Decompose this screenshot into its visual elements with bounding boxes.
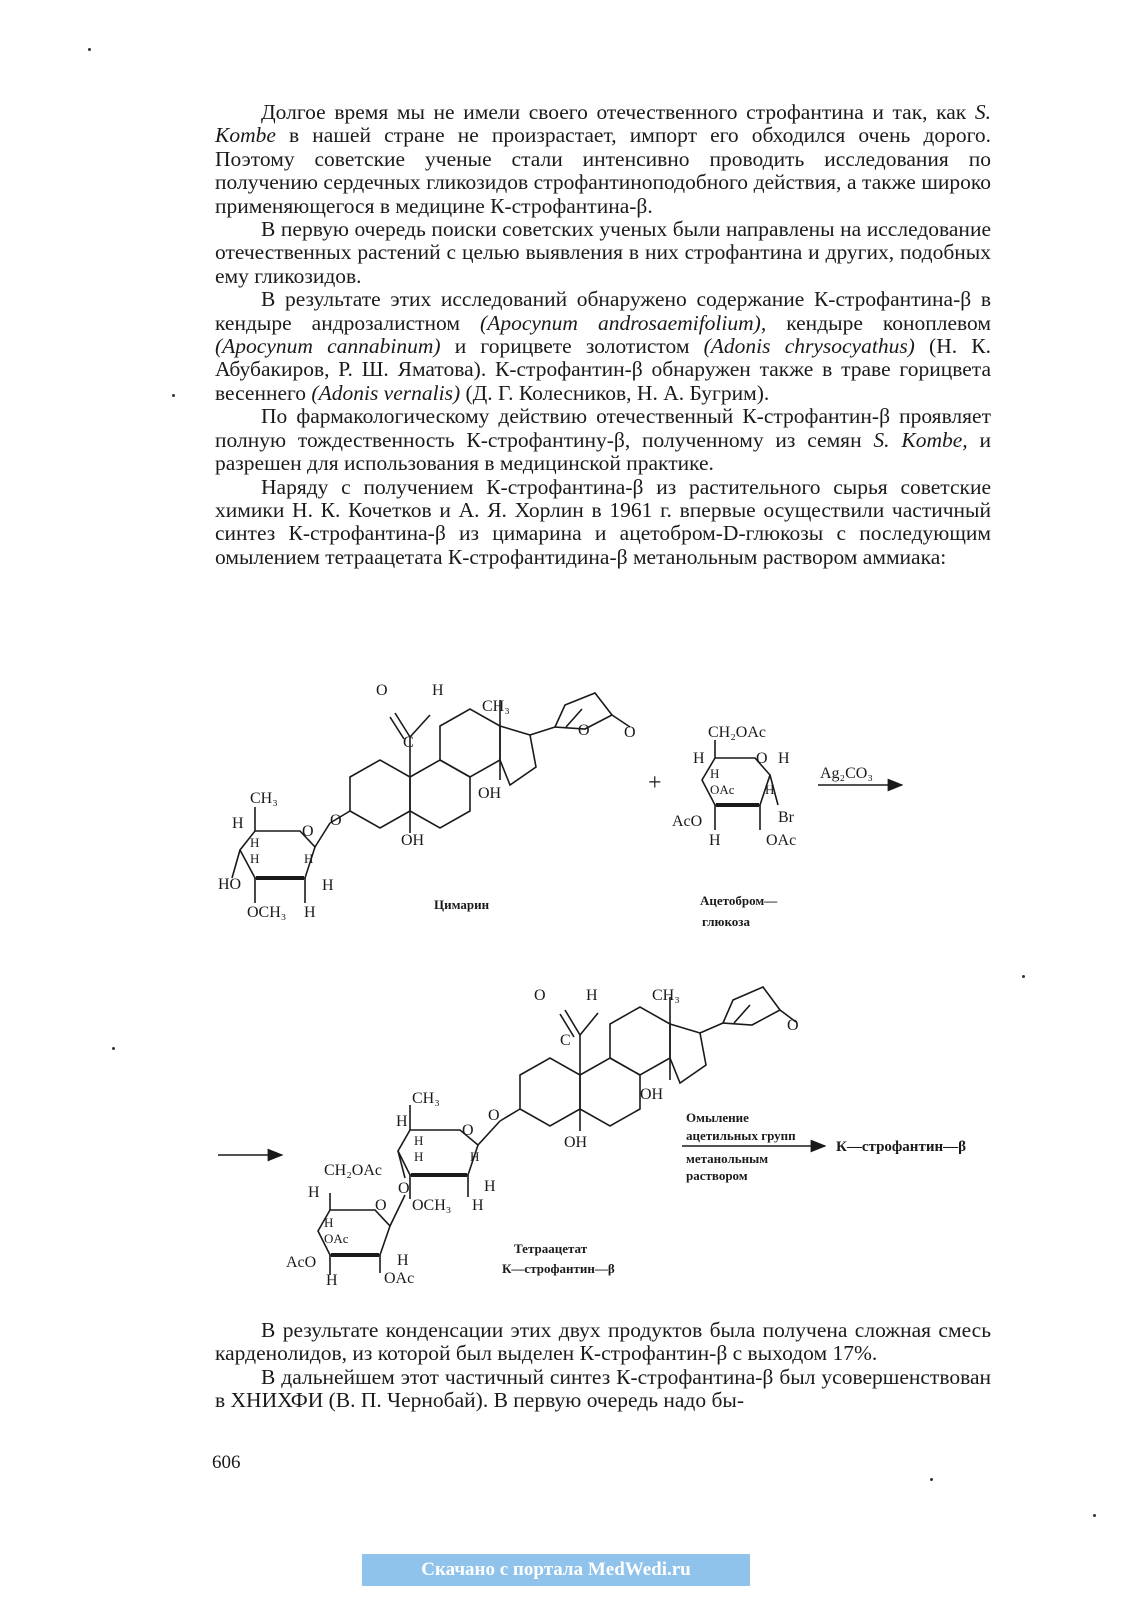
atom-label: OH xyxy=(478,785,502,802)
reagent-label: Ag₂CO₃ xyxy=(820,765,873,782)
atom-label: O xyxy=(787,1017,799,1034)
atom-label: OH xyxy=(564,1134,588,1151)
cymarin-steroid-skeleton xyxy=(330,693,630,833)
text-run: В результате этих исследований обнаружено содержание К-строфантина-β в кендыре андрозалистном xyxy=(215,287,991,335)
atom-label: H xyxy=(304,851,314,866)
acetobromoglucose-label-2: глюкоза xyxy=(702,914,751,929)
atom-label: H xyxy=(326,1272,338,1289)
scan-speck xyxy=(88,48,91,51)
atom-label: H xyxy=(484,1178,496,1195)
reaction-diagram xyxy=(200,675,1000,1305)
atom-label: AcO xyxy=(286,1254,317,1271)
atom-label: H xyxy=(709,832,721,849)
atom-label: Br xyxy=(778,809,794,826)
latin-name: (Adonis vernalis) xyxy=(311,380,461,405)
atom-label: H xyxy=(778,750,790,767)
atom-label: CH₂OAc xyxy=(708,724,767,741)
atom-label: HO xyxy=(218,876,242,893)
page-number: 606 xyxy=(212,1452,241,1473)
atom-label: CH₃ xyxy=(652,987,680,1004)
atom-label: H xyxy=(765,782,775,797)
atom-label: OCH₃ xyxy=(412,1197,452,1214)
atom-label: O xyxy=(534,987,546,1004)
atom-label: OH xyxy=(401,832,425,849)
scan-speck xyxy=(1022,975,1025,978)
atom-label: H xyxy=(693,750,705,767)
text-run: кендыре коноплевом xyxy=(766,310,991,335)
latin-name: (Apocynum androsaemifolium), xyxy=(480,310,767,335)
atom-label: CH₃ xyxy=(412,1090,440,1107)
product-label: К—строфантин—β xyxy=(836,1139,967,1155)
atom-label: O xyxy=(398,1180,410,1197)
atom-label: H xyxy=(414,1149,424,1164)
text-run: в нашей стране не произрастает, импорт его обходился очень дорого. Поэтому советские ученые стали интенсивно проводить исследования по получению сердечных гликозидов строфантиноподобного действия, а также широко применяющегося в медицине К-строфантина-β. xyxy=(215,123,991,218)
atom-label: H xyxy=(304,904,316,921)
atom-label: O xyxy=(462,1122,474,1139)
atom-label: CH₂OAc xyxy=(324,1162,383,1179)
paragraph xyxy=(215,1366,991,1413)
atom-label: H xyxy=(324,1215,334,1230)
atom-label: H xyxy=(232,815,244,832)
atom-label: C xyxy=(403,734,414,751)
plus-sign: + xyxy=(648,770,662,796)
atom-label: H xyxy=(470,1149,480,1164)
paragraph xyxy=(215,476,991,570)
acetobromoglucose-label-1: Ацетобром— xyxy=(700,893,778,908)
atom-label: OAc xyxy=(766,832,797,849)
atom-label: OAc xyxy=(710,782,735,797)
synthesis-scheme xyxy=(200,675,1000,1305)
text-run: В результате конденсации этих двух продуктов была получена сложная смесь карденолидов, из которой был выделен К-строфантин-β с выходом 17%. xyxy=(215,1318,991,1366)
atom-label: OAc xyxy=(384,1270,415,1287)
text-run: В первую очередь поиски советских ученых были направлены на исследование отечественных растений с целью выявления в них строфантина и других, подобных ему гликозидов. xyxy=(215,217,991,288)
atom-label: H xyxy=(250,851,260,866)
scan-speck xyxy=(172,394,175,397)
atom-label: H xyxy=(414,1133,424,1148)
atom-label: O xyxy=(624,724,636,741)
atom-label: CH₃ xyxy=(482,698,510,715)
atom-label: O xyxy=(756,750,768,767)
scan-speck xyxy=(112,1047,115,1050)
atom-label: O xyxy=(488,1107,500,1124)
atom-label: H xyxy=(397,1252,409,1269)
atom-label: H xyxy=(396,1113,408,1130)
atom-label: OCH₃ xyxy=(247,904,287,921)
tetraacetate-label-2: К—строфантин—β xyxy=(502,1261,615,1276)
cymarin-sugar-ring xyxy=(232,807,330,903)
atom-label: CH₃ xyxy=(250,790,278,807)
paragraph xyxy=(215,1319,991,1366)
tetraacetate-label-1: Тетраацетат xyxy=(514,1241,588,1256)
paragraph xyxy=(215,405,991,475)
atom-label: C xyxy=(560,1032,571,1049)
body-text-bottom xyxy=(215,1319,991,1413)
text-run: В дальнейшем этот частичный синтез К-строфантина-β был усовершенствован в ХНИХФИ (В. П. Чернобай). В первую очередь надо бы- xyxy=(215,1364,991,1413)
product-steroid-skeleton xyxy=(500,987,796,1131)
atom-label: O xyxy=(376,682,388,699)
atom-label: H xyxy=(322,877,334,894)
atom-label: OH xyxy=(640,1086,664,1103)
atom-label: H xyxy=(710,766,720,781)
paragraph xyxy=(215,101,991,218)
text-run: и разрешен для использования в медицинской практике. xyxy=(215,427,991,476)
text-run: и горицвете золотистом xyxy=(440,334,704,359)
atom-label: AcO xyxy=(672,813,703,830)
latin-name: (Apocynum cannabinum) xyxy=(215,334,441,359)
atom-label: H xyxy=(250,835,260,850)
paragraph xyxy=(215,218,991,288)
latin-name: (Adonis chrysocyathus) xyxy=(703,334,915,359)
atom-label: H xyxy=(472,1197,484,1214)
latin-name: S. Kombe, xyxy=(873,427,968,452)
atom-label: H xyxy=(432,682,444,699)
atom-label: O xyxy=(375,1197,387,1214)
text-run: Долгое время мы не имели своего отечественного строфантина и так, как xyxy=(261,100,975,124)
download-banner: Скачано с портала MedWedi.ru xyxy=(362,1554,750,1586)
atom-label: H xyxy=(308,1184,320,1201)
atom-label: O xyxy=(302,823,314,840)
atom-label: O xyxy=(578,722,590,739)
step-label-2: ацетильных групп xyxy=(686,1128,796,1143)
cymarin-label: Цимарин xyxy=(434,897,490,912)
step-label-4: раствором xyxy=(686,1168,748,1183)
atom-label: H xyxy=(586,987,598,1004)
atom-label: O xyxy=(330,812,342,829)
scan-speck xyxy=(1093,1514,1096,1517)
text-run: По фармакологическому действию отечественный К-строфантин-β проявляет полную тождественность К-строфантину-β, полученному из семян xyxy=(215,404,991,452)
latin-name: S. Kombe xyxy=(215,100,991,148)
text-run: (Н. К. Абубакиров, Р. Ш. Яматова). К-строфантин-β обнаружен также в траве горицвета весеннего xyxy=(215,334,992,405)
text-run: (Д. Г. Колесников, Н. А. Бугрим). xyxy=(460,380,770,405)
step-label-1: Омыление xyxy=(686,1110,749,1125)
scan-speck xyxy=(930,1478,933,1481)
atom-label: OAc xyxy=(324,1231,349,1246)
step-label-3: метанольным xyxy=(686,1151,769,1166)
paragraph xyxy=(215,288,991,405)
body-text-top xyxy=(215,101,991,569)
text-run: Наряду с получением К-строфантина-β из растительного сырья советские химики Н. К. Кочетков и А. Я. Хорлин в 1961 г. впервые осуществили частичный синтез К-строфантина-β из цимарина и ацетобром-D-глюкозы с последующим омылением тетраацетата К-строфантидина-β метанольным раствором аммиака: xyxy=(215,474,991,569)
